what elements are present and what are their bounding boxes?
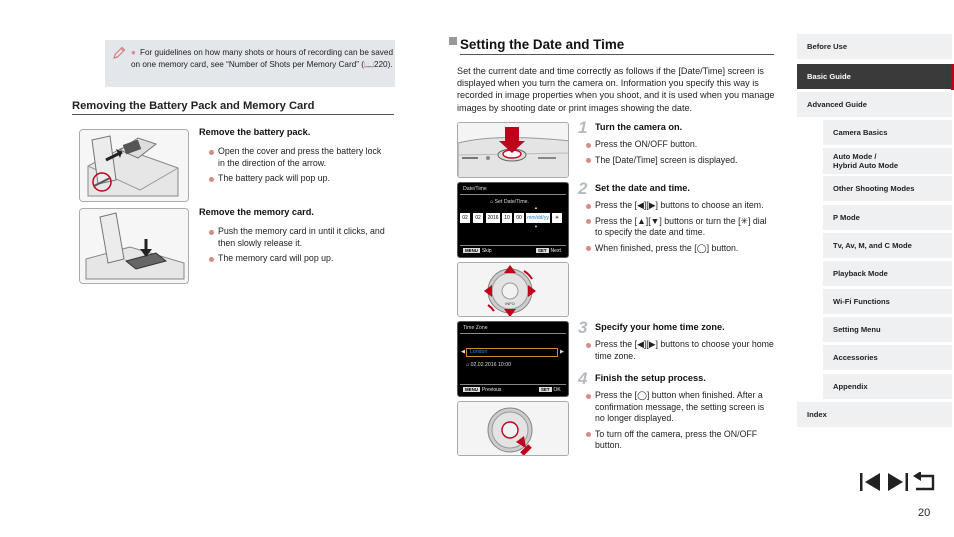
intro-text: Set the current date and time correctly as follows if the [Date/Time] screen is displayed when you turn the camera on. Information you specify this way is recorded in image properties when you shoot, and it is used when you manage images by shooting date or print images showing the date. — [457, 66, 775, 113]
date-field-month: 02 — [460, 213, 470, 223]
left-arrow-icon: ◀ — [461, 349, 465, 355]
list-item: Press the [◀][▶] buttons to choose an item. — [585, 200, 775, 212]
func-set-icon: ◯ — [637, 390, 647, 400]
home-datetime: ⌂ 02.02.2016 10:00 — [466, 362, 511, 368]
nav-tv-av-m-c-mode[interactable]: Tv, Av, M, and C Mode — [823, 233, 952, 258]
card-step-title: Remove the memory card. — [199, 207, 314, 217]
down-arrow-icon: ▼ — [534, 224, 538, 229]
nav-playback-mode[interactable]: Playback Mode — [823, 261, 952, 286]
bullet-dot: ● — [131, 48, 136, 57]
note-text: ● For guidelines on how many shots or hours of recording can be saved on one memory card, see “Number of Shots per Memory Card” (📖220). — [131, 48, 393, 70]
memory-card-illustration — [79, 208, 189, 284]
nav-accessories[interactable]: Accessories — [823, 345, 952, 370]
list-item: Press the [◯] button when finished. After a confirmation message, the setting screen is no longer displayed. — [585, 390, 775, 425]
right-button-icon: ▶ — [648, 200, 656, 210]
previous-page-icon[interactable] — [858, 472, 882, 492]
list-item: The [Date/Time] screen is displayed. — [585, 155, 775, 167]
book-icon: 📖 — [363, 60, 374, 70]
svg-text:INFO: INFO — [505, 301, 515, 306]
dst-icon: ☀ — [552, 213, 562, 223]
return-icon[interactable] — [912, 472, 936, 492]
nav-basic-guide[interactable]: Basic Guide — [797, 64, 952, 89]
up-arrow-icon: ▲ — [534, 205, 538, 210]
date-field-hour: 10 — [502, 213, 512, 223]
nav-index[interactable]: Index — [797, 402, 952, 427]
divider — [460, 333, 566, 334]
date-field-minute: 00 — [514, 213, 524, 223]
nav-advanced-guide[interactable]: Advanced Guide — [797, 92, 952, 117]
note-box — [105, 40, 395, 87]
right-button-icon: ▶ — [648, 339, 656, 349]
list-item: The memory card will pop up. — [208, 253, 388, 265]
skip-hint: MENU Skip — [465, 248, 492, 254]
battery-bullets — [208, 146, 388, 189]
step-number: 1 — [578, 118, 588, 137]
step-number: 4 — [578, 369, 588, 388]
step-number: 3 — [578, 318, 588, 337]
previous-hint: MENU Previous — [465, 387, 502, 393]
left-button-icon: ◀ — [637, 339, 644, 349]
step-title: Specify your home time zone. — [595, 322, 725, 332]
nav-wifi-functions[interactable]: Wi-Fi Functions — [823, 289, 952, 314]
nav-other-shooting-modes[interactable]: Other Shooting Modes — [823, 176, 952, 201]
screen-header: Time Zone — [463, 325, 488, 331]
nav-setting-menu[interactable]: Setting Menu — [823, 317, 952, 342]
list-item: Press the [▲][▼] buttons or turn the [✳] dial to specify the date and time. — [585, 216, 775, 239]
date-field-day: 02 — [473, 213, 483, 223]
camera-power-illustration — [457, 122, 569, 178]
ok-hint: SET OK — [541, 387, 561, 393]
nav-auto-mode[interactable]: Auto Mode / Hybrid Auto Mode — [823, 148, 952, 174]
list-item: To turn off the camera, press the ON/OFF button. — [585, 429, 775, 452]
nav-appendix[interactable]: Appendix — [823, 374, 952, 399]
page-title: Setting the Date and Time — [460, 37, 774, 55]
card-bullets — [208, 226, 388, 269]
step-3-bullets — [585, 339, 775, 366]
nav-before-use[interactable]: Before Use — [797, 34, 952, 59]
step-title: Finish the setup process. — [595, 373, 706, 383]
right-arrow-icon: ▶ — [560, 349, 564, 355]
date-format-field: mm/dd/yy — [527, 215, 549, 221]
title-marker — [449, 37, 457, 45]
list-item: Press the ON/OFF button. — [585, 139, 775, 151]
func-set-illustration — [457, 401, 569, 456]
next-page-icon[interactable] — [886, 472, 910, 492]
up-button-icon: ▲ — [637, 215, 646, 226]
divider — [460, 194, 566, 195]
dial-icon: ✳ — [740, 215, 748, 226]
step-number: 2 — [578, 179, 588, 198]
step-2-bullets — [585, 200, 775, 258]
list-item: When finished, press the [◯] button. — [585, 243, 775, 255]
battery-step-title: Remove the battery pack. — [199, 127, 311, 137]
pencil-icon — [111, 45, 127, 61]
date-field-year: 2016 — [487, 215, 499, 221]
divider — [460, 384, 566, 385]
nav-p-mode[interactable]: P Mode — [823, 205, 952, 230]
func-set-icon: ◯ — [696, 242, 707, 253]
home-icon: ⌂ — [490, 199, 494, 205]
list-item: The battery pack will pop up. — [208, 173, 388, 185]
divider — [460, 245, 566, 246]
step-1-bullets — [585, 139, 775, 170]
nav-camera-basics[interactable]: Camera Basics — [823, 120, 952, 145]
next-hint: SET Next — [538, 248, 561, 254]
note-page-ref[interactable]: 220 — [373, 60, 388, 70]
screen-subtitle: ⌂ Set Date/Time. — [490, 199, 529, 205]
list-item: Open the cover and press the battery lock in the direction of the arrow. — [208, 146, 388, 169]
left-button-icon: ◀ — [637, 200, 644, 210]
battery-removal-illustration — [79, 129, 189, 202]
step-title: Set the date and time. — [595, 183, 690, 193]
removing-heading: Removing the Battery Pack and Memory Card — [72, 100, 394, 115]
step-4-bullets — [585, 390, 775, 456]
list-item: Press the [◀][▶] buttons to choose your home time zone. — [585, 339, 775, 362]
screen-header: Date/Time — [463, 186, 487, 192]
step-title: Turn the camera on. — [595, 122, 683, 132]
page-number: 20 — [918, 507, 931, 519]
control-dial-illustration — [457, 262, 569, 317]
down-button-icon: ▼ — [650, 215, 660, 226]
home-icon: ⌂ — [466, 362, 470, 368]
time-zone-field: London — [466, 348, 558, 357]
list-item: Push the memory card in until it clicks, and then slowly release it. — [208, 226, 388, 249]
